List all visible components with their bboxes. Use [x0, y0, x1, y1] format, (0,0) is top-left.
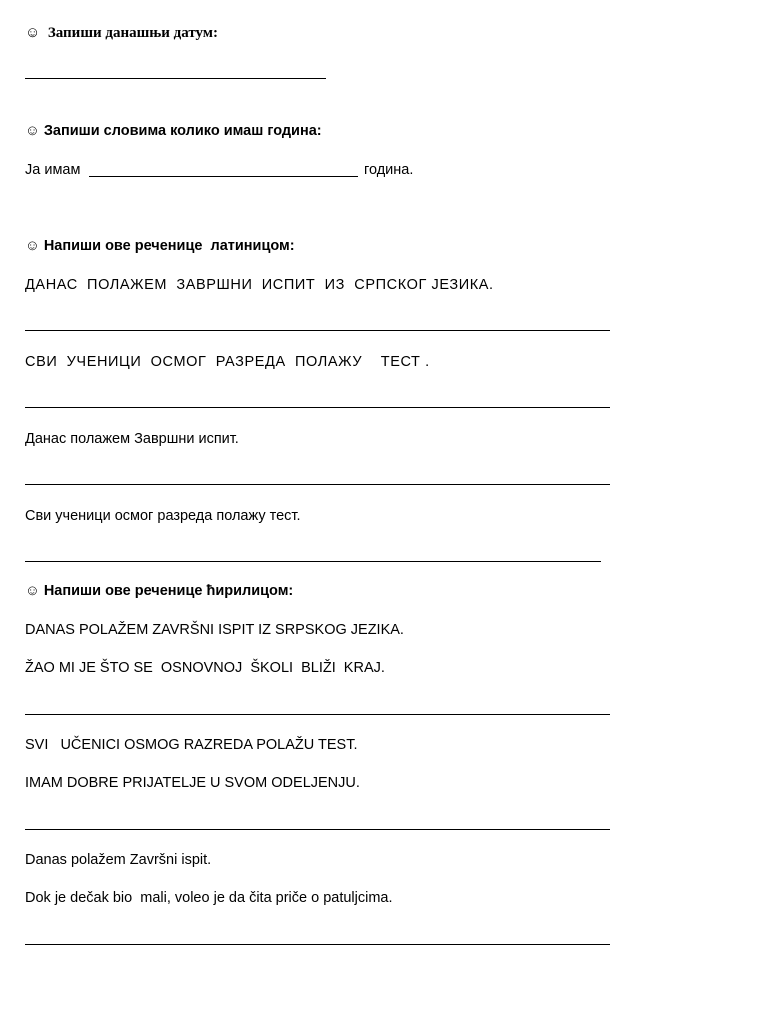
date-answer-line[interactable]: [25, 78, 326, 79]
age-answer-line[interactable]: [89, 176, 358, 177]
task3-sentence-2: СВИ УЧЕНИЦИ ОСМОГ РАЗРЕДА ПОЛАЖУ ТЕСТ .: [25, 354, 430, 370]
answer-line[interactable]: [25, 330, 610, 331]
task2-title: ☺ Запиши словима колико имаш година:: [25, 123, 322, 139]
task2-prefix: Ја имам: [25, 162, 81, 178]
task4-sentence-5: Danas polažem Završni ispit.: [25, 852, 212, 868]
task2-suffix: година.: [364, 162, 414, 178]
task4-sentence-4: IMAM DOBRE PRIJATELJE U SVOM ODELJENJU.: [25, 775, 360, 791]
answer-line[interactable]: [25, 561, 601, 562]
answer-line[interactable]: [25, 407, 610, 408]
task3-sentence-1: ДАНАС ПОЛАЖЕМ ЗАВРШНИ ИСПИТ ИЗ СРПСКОГ ЈЕЗИКА.: [25, 277, 494, 293]
answer-line[interactable]: [25, 714, 610, 715]
task4-title: ☺ Напиши ове реченице ћирилицом:: [25, 583, 294, 599]
answer-line[interactable]: [25, 484, 610, 485]
task3-sentence-4: Сви ученици осмог разреда полажу тест.: [25, 508, 301, 524]
task4-sentence-6: Dok je dečak bio mali, voleo je da čita priče o patuljcima.: [25, 890, 393, 906]
answer-line[interactable]: [25, 829, 610, 830]
task4-sentence-2: ŽAO MI JE ŠTO SE OSNOVNOJ ŠKOLI BLIŽI KRAJ.: [25, 660, 385, 676]
task4-sentence-1: DANAS POLAŽEM ZAVRŠNI ISPIT IZ SRPSKOG JEZIKA.: [25, 622, 404, 638]
task4-sentence-3: SVI UČENICI OSMOG RAZREDA POLAŽU TEST.: [25, 737, 358, 753]
task3-sentence-3: Данас полажем Завршни испит.: [25, 431, 239, 447]
task3-title: ☺ Напиши ове реченице латиницом:: [25, 238, 295, 254]
task1-title: ☺ Запиши данашњи датум:: [25, 25, 219, 41]
answer-line[interactable]: [25, 944, 610, 945]
